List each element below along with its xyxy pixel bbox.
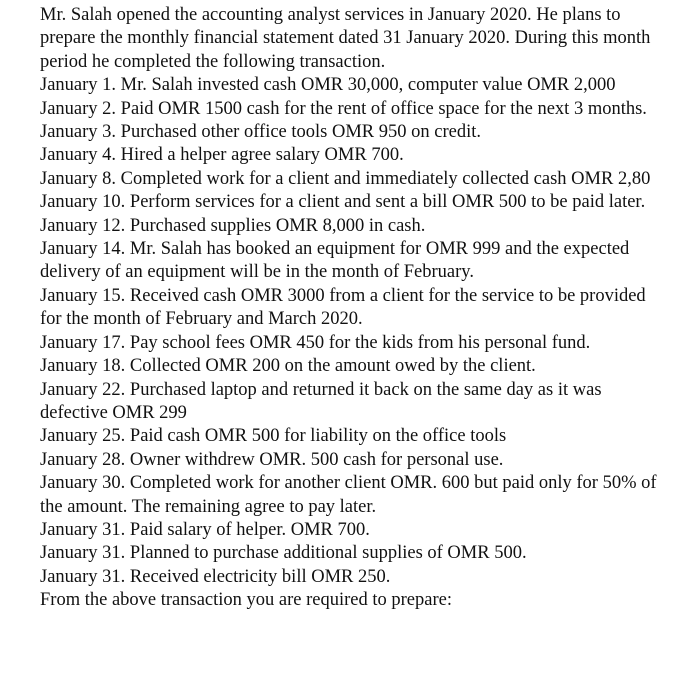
- transaction-item: January 14. Mr. Salah has booked an equipment for OMR 999 and the expected delivery of an equipment will be in the month of February.: [40, 239, 630, 283]
- closing-instruction: From the above transaction you are required to prepare:: [40, 590, 452, 611]
- transaction-item: January 17. Pay school fees OMR 450 for the kids from his personal fund.: [40, 332, 591, 353]
- transaction-item: January 31. Planned to purchase additional supplies of OMR 500.: [40, 543, 527, 564]
- transaction-item: January 18. Collected OMR 200 on the amount owed by the client.: [40, 356, 536, 377]
- transaction-item: January 22. Purchased laptop and returned it back on the same day as it was defective OMR 299: [40, 379, 602, 423]
- transaction-item: January 31. Paid salary of helper. OMR 700.: [40, 519, 370, 540]
- transaction-item: January 25. Paid cash OMR 500 for liability on the office tools: [40, 426, 507, 447]
- transaction-item: January 10. Perform services for a client and sent a bill OMR 500 to be paid later.: [40, 192, 646, 213]
- transaction-item: January 4. Hired a helper agree salary OMR 700.: [40, 145, 404, 166]
- transaction-item: January 8. Completed work for a client and immediately collected cash OMR 2,80: [40, 168, 651, 189]
- document-page: [40, 4, 670, 613]
- transaction-item: January 2. Paid OMR 1500 cash for the rent of office space for the next 3 months.: [40, 98, 647, 119]
- transaction-item: January 3. Purchased other office tools OMR 950 on credit.: [40, 122, 481, 143]
- intro-paragraph: Mr. Salah opened the accounting analyst services in January 2020. He plans to prepare the monthly financial statement dated 31 January 2020. During this month period he completed the following transaction.: [40, 5, 651, 72]
- transaction-item: January 30. Completed work for another client OMR. 600 but paid only for 50% of the amount. The remaining agree to pay later.: [40, 473, 657, 517]
- transaction-item: January 28. Owner withdrew OMR. 500 cash for personal use.: [40, 449, 504, 470]
- transaction-item: January 12. Purchased supplies OMR 8,000 in cash.: [40, 215, 426, 236]
- transaction-item: January 31. Received electricity bill OMR 250.: [40, 566, 391, 587]
- transaction-item: January 1. Mr. Salah invested cash OMR 30,000, computer value OMR 2,000: [40, 75, 616, 96]
- transaction-item: January 15. Received cash OMR 3000 from a client for the service to be provided for the month of February and March 2020.: [40, 285, 646, 330]
